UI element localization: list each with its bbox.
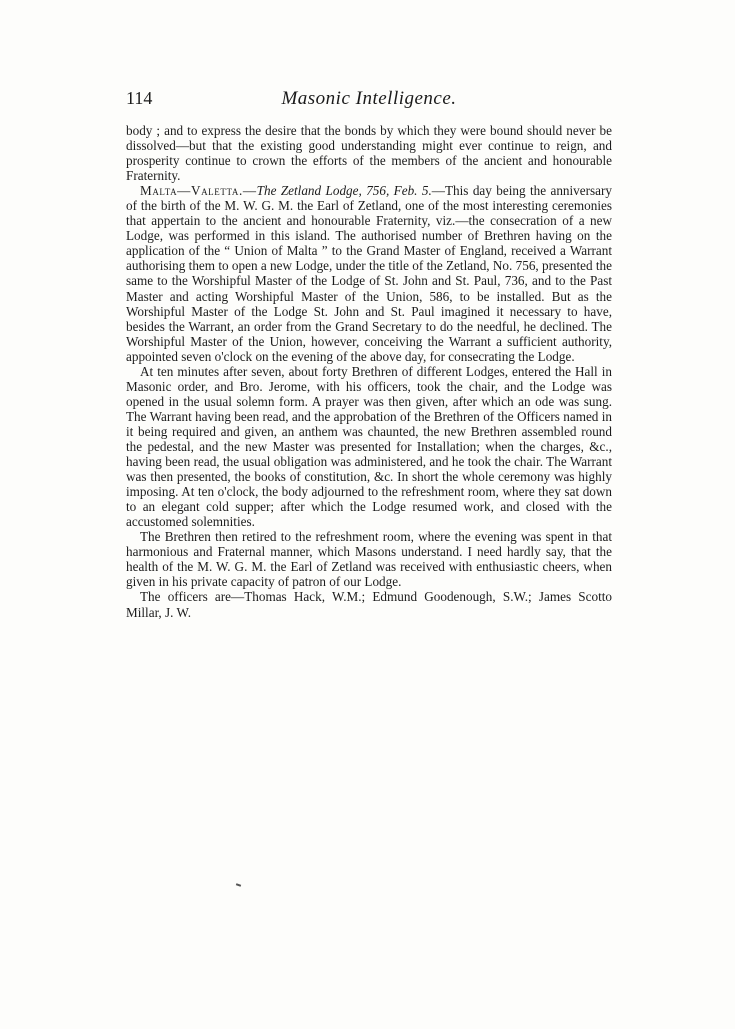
page-header bbox=[126, 88, 612, 114]
article-body bbox=[126, 123, 612, 620]
page-number: 114 bbox=[126, 88, 153, 108]
place-heading: Malta—Valetta.— bbox=[140, 183, 257, 199]
lodge-heading: The Zetland Lodge, 756, Feb. 5. bbox=[256, 183, 432, 199]
paragraph-2-text: —This day being the anniversary of the birth of the M. W. G. M. the Earl of Zetland, one of the most interesting ceremonies that appertain to the ancient and honourable Fraternity, viz.—the consecration of a new Lodge, was performed in this island. The authorised number of Brethren having on the application of the “ Union of Malta ” to the Grand Master of England, received a Warrant authorising them to open a new Lodge, under the title of the Zetland, No. 756, presented the same to the Worshipful Master of the Lodge of St. John and St. Paul, 736, and to the Past Master and acting Worshipful Master of the Union, 586, to be installed. But as the Worshipful Master of the Lodge St. John and St. Paul imagined it necessary to have, besides the Warrant, an order from the Grand Secretary to do the needful, he declined. The Worshipful Master of the Union, however, conceiving the Warrant a sufficient authority, appointed seven o'clock on the evening of the above day, for consecrating the Lodge. bbox=[126, 183, 612, 364]
ink-speck bbox=[236, 883, 241, 887]
paragraph-1: body ; and to express the desire that the bonds by which they were bound should never be dissolved—but that the existing good understanding might ever continue to reign, and prosperity continue to crown the efforts of the members of the ancient and honourable Fraternity. bbox=[126, 123, 612, 184]
paragraph-3: At ten minutes after seven, about forty Brethren of different Lodges, entered the Hall in Masonic order, and Bro. Jerome, with his officers, took the chair, and the Lodge was opened in the usual solemn form. A prayer was then given, after which an ode was sung. The Warrant having been read, and the approbation of the Brethren of the Officers named in it being required and given, an anthem was chaunted, the new Brethren assembled round the pedestal, and the new Master was presented for Installation; when the charges, &c., having been read, the usual obligation was administered, and he took the chair. The Warrant was then presented, the books of constitution, &c. In short the whole ceremony was highly imposing. At ten o'clock, the body adjourned to the refreshment room, where they sat down to an elegant cold supper; after which the Lodge resumed work, and closed with the accustomed solemnities. bbox=[126, 363, 612, 530]
paragraph-2 bbox=[126, 183, 612, 364]
running-title: Masonic Intelligence. bbox=[281, 88, 457, 109]
paragraph-4: The Brethren then retired to the refreshment room, where the evening was spent in that harmonious and Fraternal manner, which Masons understand. I need hardly say, that the health of the M. W. G. M. the Earl of Zetland was received with enthusiastic cheers, when given in his private capacity of patron of our Lodge. bbox=[126, 529, 612, 590]
paragraph-5: The officers are—Thomas Hack, W.M.; Edmund Goodenough, S.W.; James Scotto Millar, J. W. bbox=[126, 589, 612, 620]
